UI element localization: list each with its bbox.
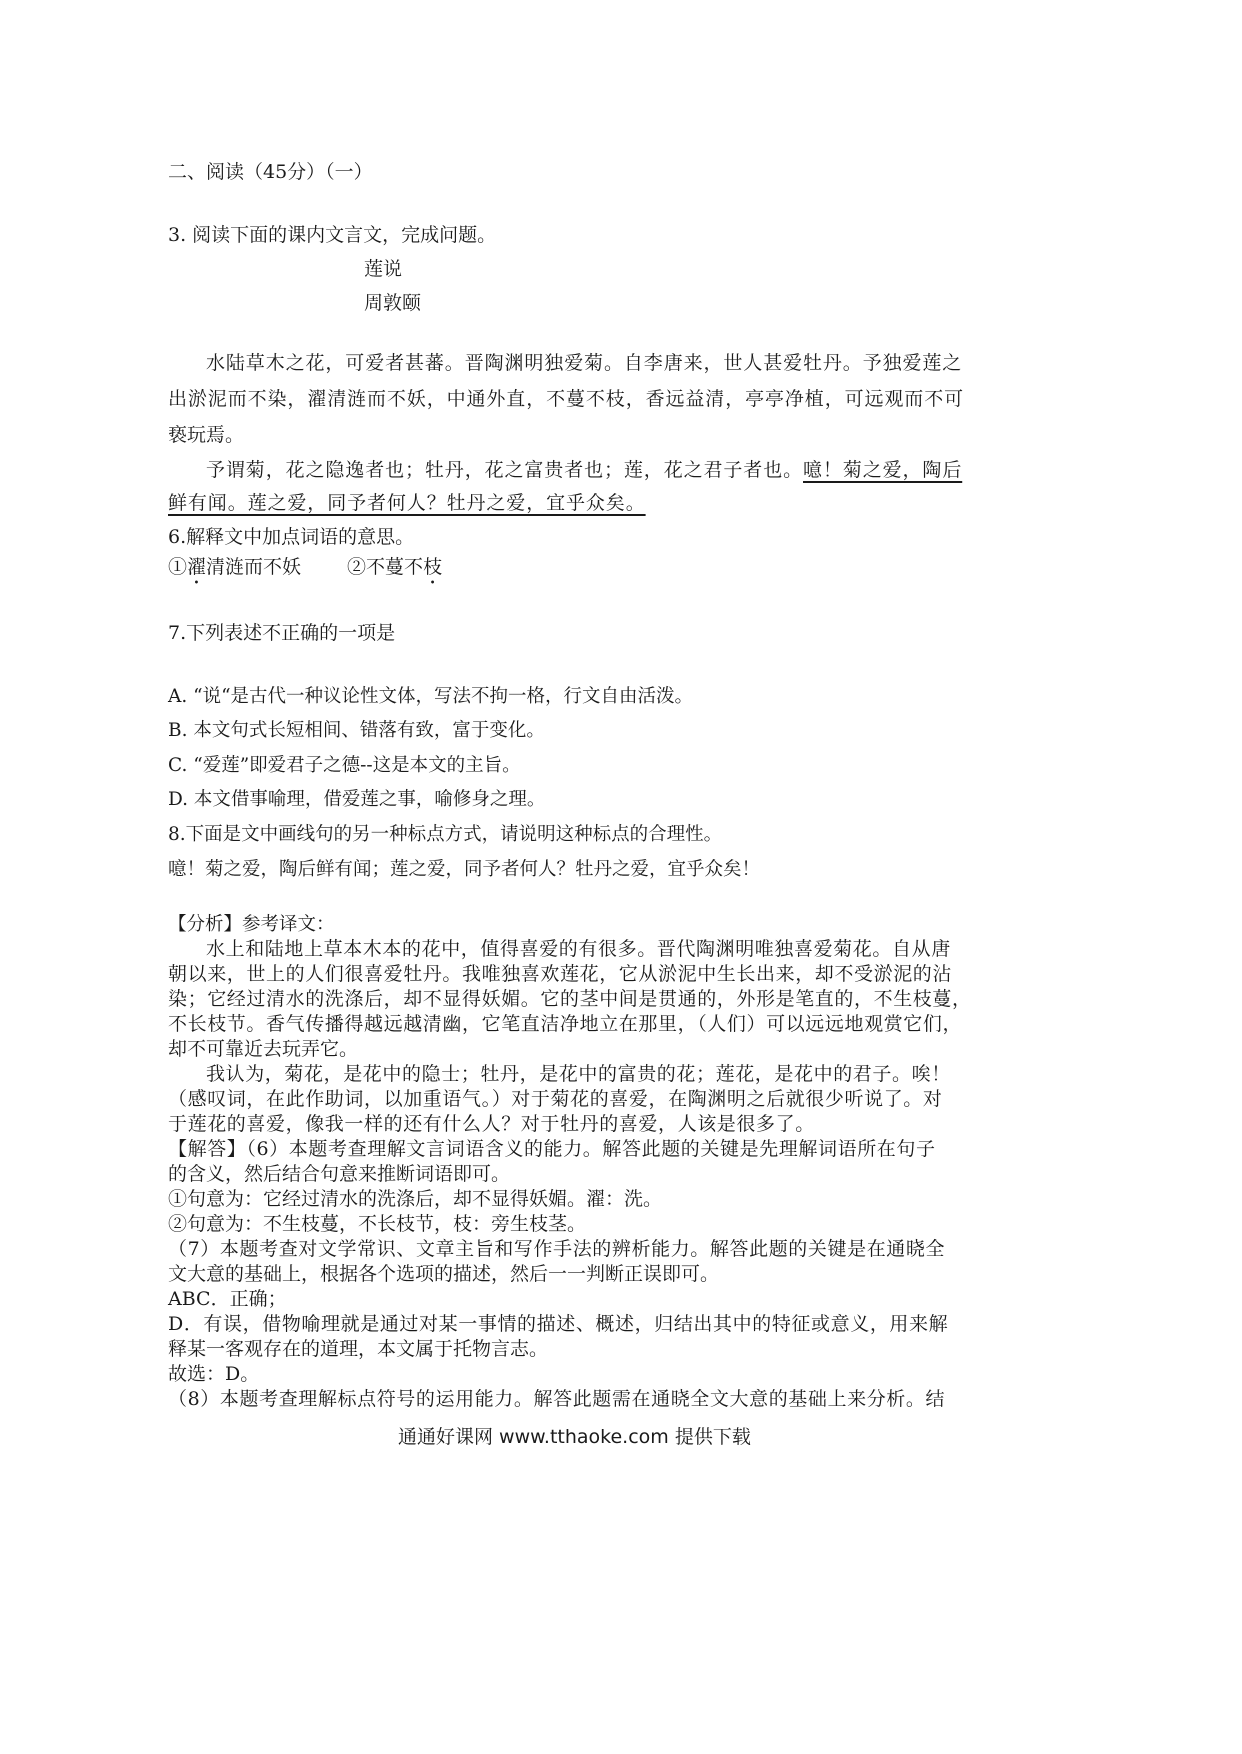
answer-line: 文大意的基础上，根据各个选项的描述，然后一一判断正误即可。 xyxy=(168,1263,720,1285)
q7-option: D. 本文借事喻理，借爱莲之事，喻修身之理。 xyxy=(168,789,546,810)
analysis-header: 【分析】参考译文： xyxy=(168,914,335,935)
analysis-line: 不长枝节。香气传播得越远越清幽，它笔直洁净地立在那里，（人们）可以远远地观赏它们， xyxy=(168,1013,963,1035)
analysis-line: （感叹词，在此作助词，以加重语气。）对于菊花的喜爱，在陶渊明之后就很少听说了。对 xyxy=(168,1088,943,1110)
analysis-line: 朝以来，世上的人们很喜爱牡丹。我唯独喜欢莲花，它从淤泥中生长出来，却不受淤泥的沾 xyxy=(168,963,953,985)
q7-prompt: 7.下列表述不正确的一项是 xyxy=(168,622,396,644)
answer-line: 的含义，然后结合句意来推断词语即可。 xyxy=(168,1163,511,1185)
underlined-sentence: 鲜有闻。莲之爱，同予者何人？牡丹之爱，宜乎众矣。 xyxy=(168,492,646,514)
analysis-line: 却不可靠近去玩弄它。 xyxy=(168,1038,359,1060)
passage-line xyxy=(206,457,962,483)
answer-line: （8）本题考查理解标点符号的运用能力。解答此题需在通晓全文大意的基础上来分析。结 xyxy=(168,1388,946,1410)
answer-line: ②句意为：不生枝蔓，不长枝节，枝：旁生枝茎。 xyxy=(168,1213,587,1235)
answer-line: ABC．正确； xyxy=(168,1288,287,1310)
analysis-line: 水上和陆地上草本木本的花中，值得喜爱的有很多。晋代陶渊明唯独喜爱菊花。自从唐 xyxy=(206,938,951,960)
analysis-line: 染；它经过清水的洗涤后，却不显得妖媚。它的茎中间是贯通的，外形是笔直的，不生枝蔓， xyxy=(168,988,972,1010)
poem-author: 周敦颐 xyxy=(364,292,422,314)
q6-items xyxy=(168,554,442,589)
dotted-word: 枝 xyxy=(423,556,443,578)
passage-line xyxy=(168,490,646,516)
answer-line: 【解答】（6）本题考查理解文言词语含义的能力。解答此题的关键是先理解词语所在句子 xyxy=(168,1138,936,1160)
q6-item1-rest: 清涟而不妖 xyxy=(206,556,302,578)
q7-option: A. “说“是古代一种议论性文体，写法不拘一格，行文自由活泼。 xyxy=(168,686,694,707)
answer-line: 故选：D。 xyxy=(168,1363,260,1385)
poem-title: 莲说 xyxy=(364,258,403,280)
passage-text: 予谓菊，花之隐逸者也；牡丹，花之富贵者也；莲，花之君子者也。 xyxy=(206,459,804,481)
analysis-line: 我认为，菊花，是花中的隐士；牡丹，是花中的富贵的花；莲花，是花中的君子。唉！ xyxy=(206,1063,951,1085)
q8-sentence: 噫！菊之爱，陶后鲜有闻；莲之爱，同予者何人？牡丹之爱，宜乎众矣！ xyxy=(168,859,761,880)
answer-line: ①句意为：它经过清水的洗涤后，却不显得妖媚。濯：洗。 xyxy=(168,1188,663,1210)
q6-item2-prefix: ②不蔓不 xyxy=(347,556,424,578)
dotted-word: 濯 xyxy=(187,556,207,578)
answer-line: D．有误，借物喻理就是通过对某一事情的描述、概述，归结出其中的特征或意义，用来解 xyxy=(168,1313,949,1335)
q3-prompt: 3. 阅读下面的课内文言文，完成问题。 xyxy=(168,224,497,246)
answer-line: （7）本题考查对文学常识、文章主旨和写作手法的辨析能力。解答此题的关键是在通晓全 xyxy=(168,1238,946,1260)
underlined-sentence: 噫！菊之爱，陶后 xyxy=(803,459,963,481)
q6-prompt: 6.解释文中加点词语的意思。 xyxy=(168,526,415,548)
q7-option: C. “爱莲”即爱君子之德--这是本文的主旨。 xyxy=(168,755,521,776)
q7-option: B. 本文句式长短相间、错落有致，富于变化。 xyxy=(168,720,545,741)
analysis-line: 于莲花的喜爱，像我一样的还有什么人？对于牡丹的喜爱，人该是很多了。 xyxy=(168,1113,815,1135)
section-heading: 二、阅读（45分）（一） xyxy=(168,161,373,183)
passage-line: 水陆草木之花，可爱者甚蕃。晋陶渊明独爱菊。自李唐来，世人甚爱牡丹。予独爱莲之 xyxy=(206,352,963,374)
passage-line: 出淤泥而不染，濯清涟而不妖，中通外直，不蔓不枝，香远益清，亭亭净植，可远观而不可 xyxy=(168,388,965,410)
footer-text: 通通好课网 www.tthaoke.com 提供下载 xyxy=(398,1426,751,1448)
q8-prompt: 8.下面是文中画线句的另一种标点方式，请说明这种标点的合理性。 xyxy=(168,824,723,845)
answer-line: 释某一客观存在的道理，本文属于托物言志。 xyxy=(168,1338,549,1360)
q6-item1-prefix: ① xyxy=(168,556,188,578)
passage-line: 亵玩焉。 xyxy=(168,424,245,446)
